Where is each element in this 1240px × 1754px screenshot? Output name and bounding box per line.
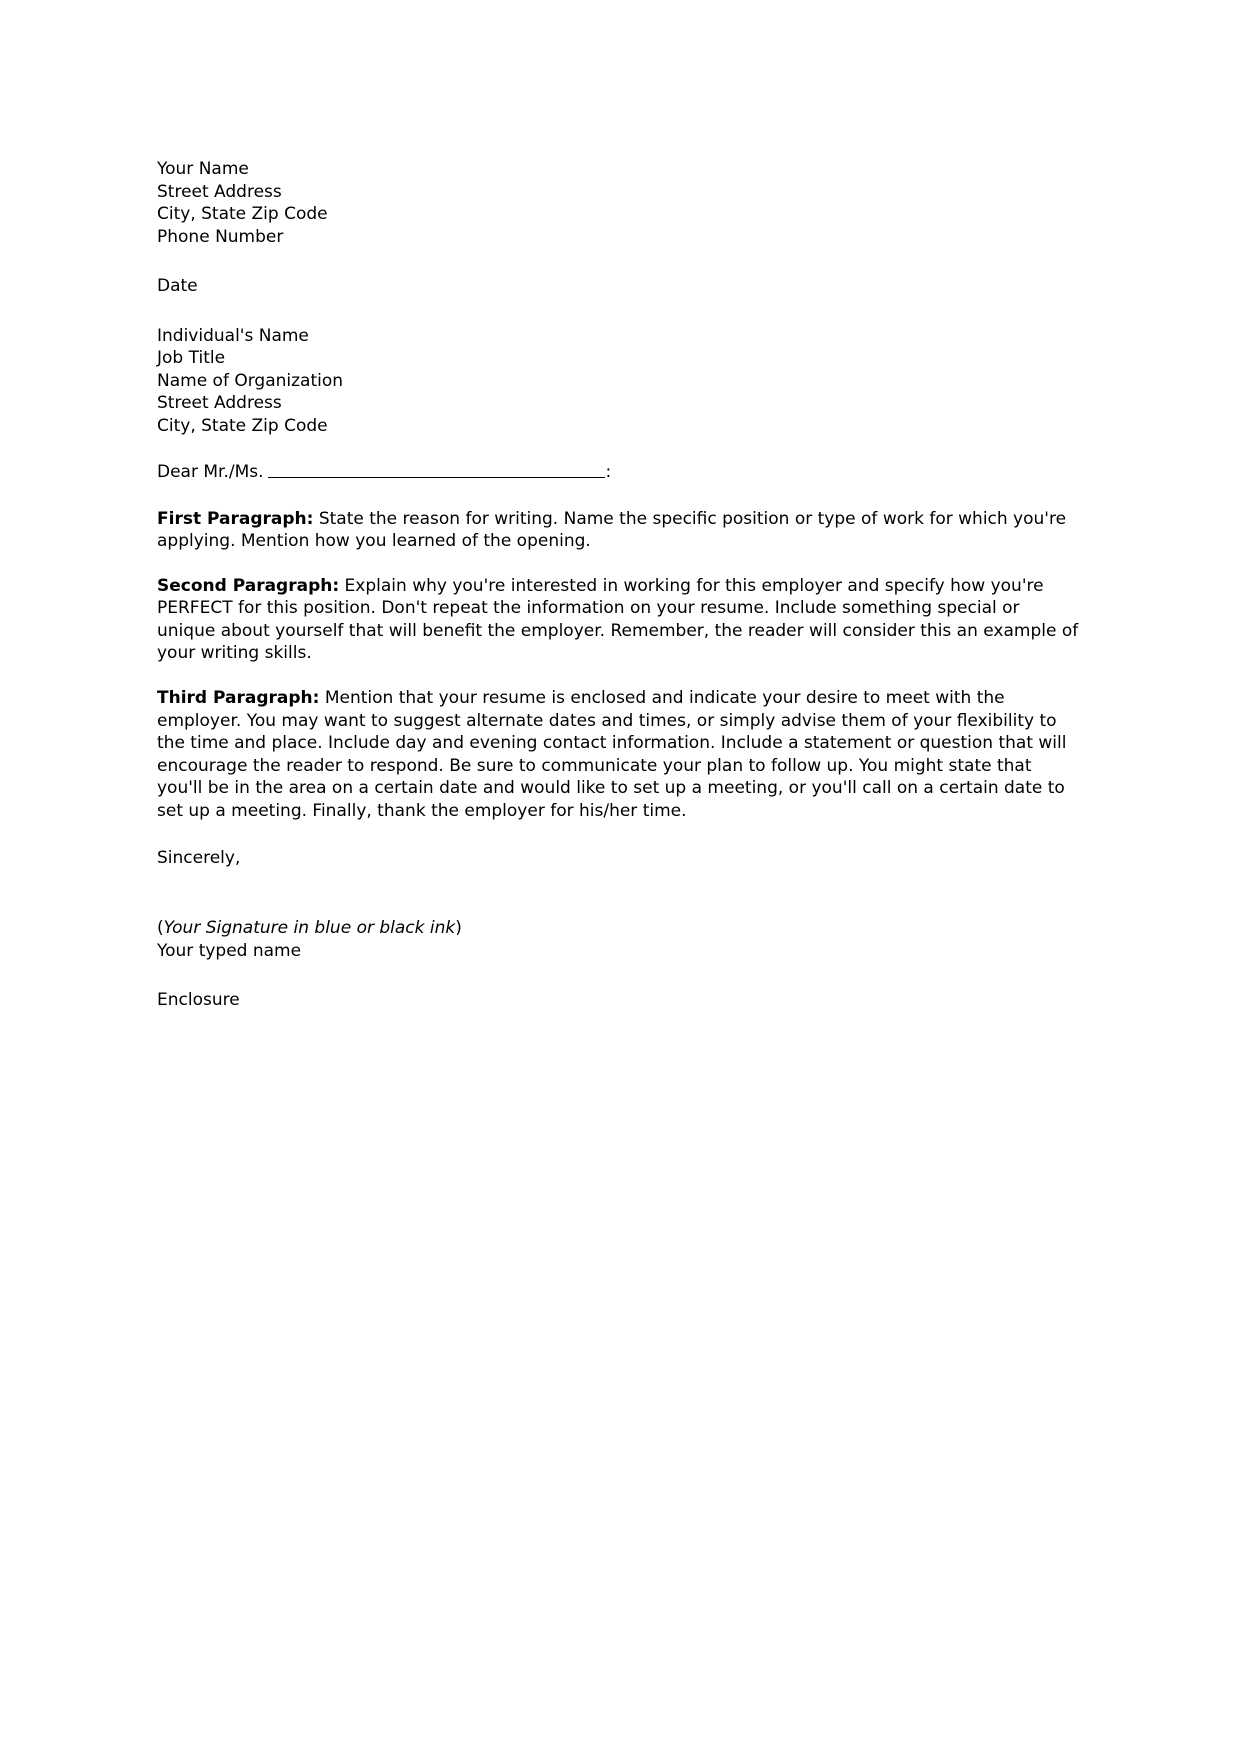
recipient-address-block <box>157 325 1082 438</box>
closing-block <box>157 847 1082 870</box>
date-block <box>157 275 1082 298</box>
sender-street-address: Street Address <box>157 181 282 202</box>
salutation-colon: : <box>605 462 612 482</box>
spacer-signature-area <box>157 869 1082 917</box>
enclosure-line: Enclosure <box>157 990 240 1011</box>
closing-salutation: Sincerely, <box>157 847 241 868</box>
spacer-before-closing <box>157 823 1082 847</box>
signature-close-paren: ) <box>455 918 462 939</box>
enclosure-block <box>157 989 1082 1012</box>
paragraph-third <box>157 687 1082 823</box>
sender-address-block <box>157 158 1082 248</box>
sender-city-state-zip: City, State Zip Code <box>157 204 328 224</box>
sender-phone-number: Phone Number <box>157 226 284 247</box>
signature-instruction-text: Your Signature in blue or black ink <box>163 918 456 939</box>
typed-name-line: Your typed name <box>157 940 302 961</box>
spacer-after-salutation <box>157 484 1082 508</box>
paragraph-third-body: Mention that your resume is enclosed and indicate your desire to meet with the employer. You may want to suggest alternate dates and times, or simply advise them of your flexibility to the time and place. Include day and evening contact information. Include a statement or question that will encourage the reader to respond. Be sure to communicate your plan to follow up. You might state that you'll be in the area on a certain date and would like to set up a meeting, or you'll call on a certain date to set up a meeting. Finally, thank the employer for his/her time. <box>157 688 1067 822</box>
recipient-organization: Name of Organization <box>157 370 344 391</box>
recipient-street-address: Street Address <box>157 393 282 413</box>
spacer-after-recipient <box>157 437 1082 461</box>
spacer-after-sender <box>157 248 1082 275</box>
spacer-after-date <box>157 298 1082 325</box>
salutation-line <box>157 461 1082 484</box>
paragraph-first-lead: First Paragraph: <box>157 508 314 529</box>
signature-instruction-line <box>157 917 1082 940</box>
paragraph-second <box>157 575 1082 665</box>
sender-name: Your Name <box>157 159 249 179</box>
spacer-before-enclosure <box>157 962 1082 989</box>
signature-open-paren: ( <box>157 918 164 939</box>
signature-block <box>157 917 1082 962</box>
letter-body <box>157 158 1082 1012</box>
paragraph-second-lead: Second Paragraph: <box>157 575 340 596</box>
salutation-prefix: Dear Mr./Ms. <box>157 462 264 482</box>
salutation-blank-rule <box>268 477 605 478</box>
recipient-job-title: Job Title <box>157 348 226 368</box>
paragraph-third-lead: Third Paragraph: <box>157 688 320 709</box>
date-line: Date <box>157 276 198 296</box>
paragraph-second-body: Explain why you're interested in working for this employer and specify how you're PERFECT for this position. Don't repeat the information on your resume. Include something special or unique about yourself that will benefit the employer. Remember, the reader will consider this an example of your writing skills. <box>157 575 1079 664</box>
paragraph-first <box>157 508 1082 553</box>
recipient-city-state-zip: City, State Zip Code <box>157 415 328 436</box>
recipient-name: Individual's Name <box>157 325 309 346</box>
paragraph-first-body: State the reason for writing. Name the specific position or type of work for which you're applying. Mention how you learned of the opening. <box>157 508 1067 552</box>
